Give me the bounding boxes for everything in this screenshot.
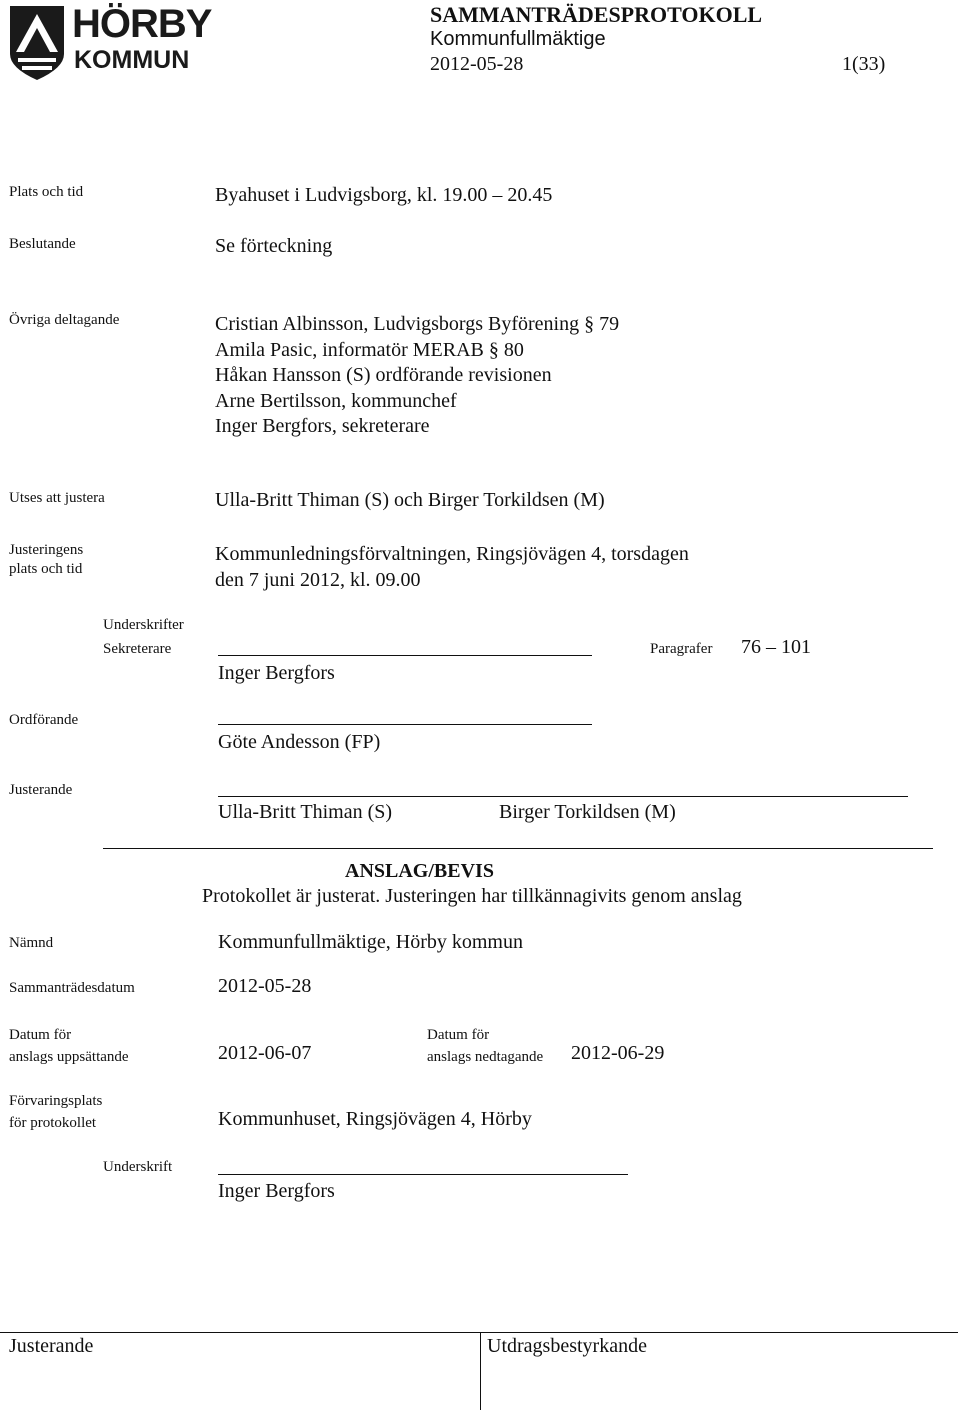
- chair-label: Ordförande: [9, 712, 79, 728]
- coat-of-arms-icon: [8, 4, 66, 82]
- storage-value: Kommunhuset, Ringsjövägen 4, Hörby: [218, 1108, 532, 1130]
- footer-certification-label: Utdragsbestyrkande: [487, 1335, 647, 1357]
- signature-label: Underskrift: [103, 1159, 173, 1175]
- meeting-date-value: 2012-05-28: [218, 975, 312, 997]
- adjuster1-name: Ulla-Britt Thiman (S): [218, 801, 393, 823]
- footer-divider: [480, 1332, 481, 1410]
- footer-adjuster-label: Justerande: [9, 1335, 94, 1357]
- signatures-heading: Underskrifter: [103, 617, 184, 633]
- adjust-place-value: Kommunledningsförvaltningen, Ringsjövägen 4, torsdagen den 7 juni 2012, kl. 09.00: [215, 543, 689, 591]
- others-item: Cristian Albinsson, Ludvigsborgs Byförening § 79: [215, 313, 620, 335]
- paragraphs-value: 76 – 101: [741, 636, 811, 658]
- logo-text-line1: HÖRBY: [72, 2, 212, 46]
- posted-value: 2012-06-07: [218, 1042, 312, 1064]
- notice-heading: ANSLAG/BEVIS: [345, 860, 494, 882]
- adjuster2-name: Birger Torkildsen (M): [499, 801, 676, 823]
- logo-text-line2: KOMMUN: [74, 46, 190, 74]
- page-number: 1(33): [842, 53, 886, 75]
- others-item: Inger Bergfors, sekreterare: [215, 415, 430, 437]
- signature-name: Inger Bergfors: [218, 1180, 335, 1202]
- adjust-place-label: Justeringens plats och tid: [9, 542, 84, 577]
- adjusters-signature-line: [218, 796, 908, 797]
- others-item: Arne Bertilsson, kommunchef: [215, 389, 457, 412]
- adjusters-label: Justerande: [9, 782, 73, 798]
- others-list: [215, 312, 619, 440]
- body-label: Nämnd: [9, 935, 54, 951]
- document-date: 2012-05-28: [430, 53, 524, 75]
- secretary-label: Sekreterare: [103, 641, 172, 657]
- posted-label: Datum för anslags uppsättande: [9, 1027, 129, 1065]
- footer-top-line: [0, 1332, 958, 1333]
- removed-value: 2012-06-29: [571, 1042, 665, 1064]
- chair-signature-line: [218, 724, 592, 725]
- signature-line: [218, 1174, 628, 1175]
- place-value: Byahuset i Ludvigsborg, kl. 19.00 – 20.45: [215, 184, 553, 206]
- secretary-name: Inger Bergfors: [218, 662, 335, 684]
- adjuster-label: Utses att justera: [9, 490, 105, 506]
- others-item: Amila Pasic, informatör MERAB § 80: [215, 338, 524, 361]
- removed-label: Datum för anslags nedtagande: [427, 1027, 544, 1065]
- body-value: Kommunfullmäktige, Hörby kommun: [218, 931, 523, 953]
- others-item: Håkan Hansson (S) ordförande revisionen: [215, 364, 552, 386]
- document-body: Kommunfullmäktige: [430, 28, 606, 50]
- horby-logo: [8, 2, 212, 84]
- document-title: SAMMANTRÄDESPROTOKOLL: [430, 2, 763, 27]
- paragraphs-label: Paragrafer: [650, 641, 713, 657]
- chair-name: Göte Andesson (FP): [218, 731, 381, 753]
- notice-text: Protokollet är justerat. Justeringen har tillkännagivits genom anslag: [202, 885, 742, 907]
- place-label: Plats och tid: [9, 184, 84, 200]
- deciding-value: Se förteckning: [215, 235, 333, 257]
- secretary-signature-line: [218, 655, 592, 656]
- others-label: Övriga deltagande: [9, 312, 120, 328]
- deciding-label: Beslutande: [9, 236, 76, 252]
- adjuster-value: Ulla-Britt Thiman (S) och Birger Torkildsen (M): [215, 489, 605, 511]
- meeting-date-label: Sammanträdesdatum: [9, 980, 135, 996]
- storage-label: Förvaringsplats för protokollet: [9, 1093, 103, 1131]
- section-divider: [103, 848, 933, 849]
